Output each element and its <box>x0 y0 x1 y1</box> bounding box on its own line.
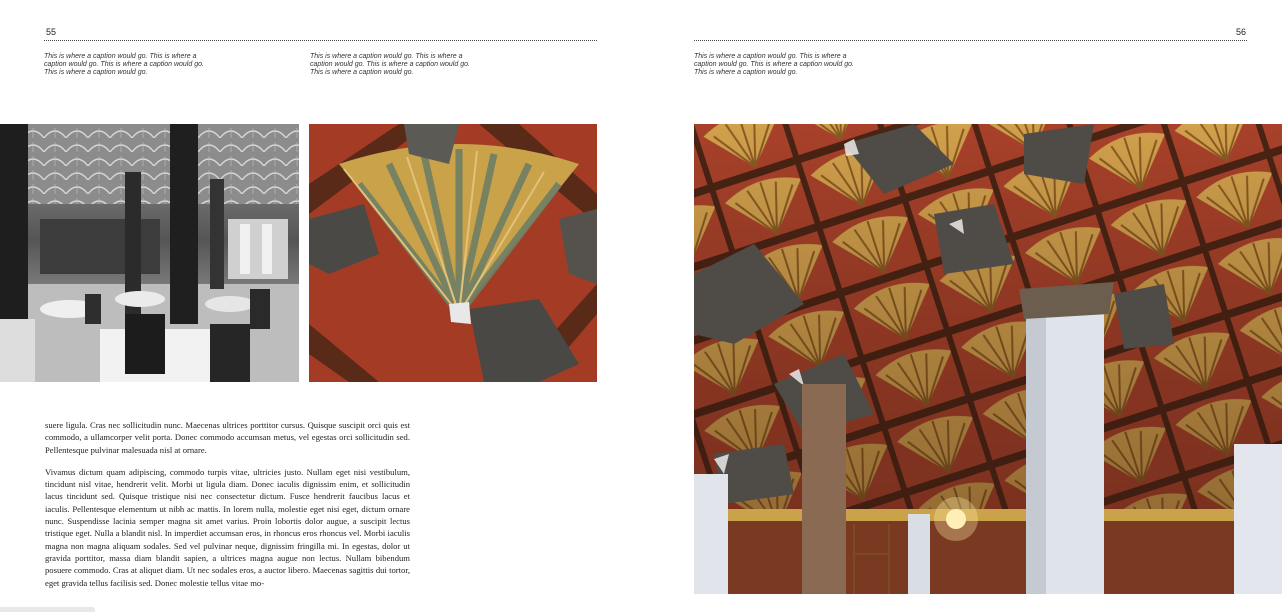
caption-left-1: This is where a caption would go. This is where a caption would go. This is where a caption would go. This is where a caption would go. <box>44 53 204 76</box>
header-rule-right <box>694 40 1247 41</box>
caption-left-2: This is where a caption would go. This is where a caption would go. This is where a caption would go. This is where a caption would go. <box>310 53 470 76</box>
header-rule-left <box>44 40 597 41</box>
page-number-right: 56 <box>1236 27 1247 37</box>
photo-historic-dining-hall <box>0 124 299 382</box>
caption-right: This is where a caption would go. This is where a caption would go. This is where a caption would go. This is where a caption would go. <box>694 53 854 76</box>
photo-ballroom-ceiling <box>694 124 1282 594</box>
body-paragraph: Vivamus dictum quam adipiscing, commodo turpis vitae, ultricies justo. Nullam eget nisi vestibulum, tincidunt nisl vitae, hendrerit velit. Morbi ut ligula diam. Donec iaculis dignissim enim, et sollicitudin lacus tincidunt sed. Quisque tristique nisi nec consectetur dictum. Fusce hendrerit faucibus lacus et iaculis. Pellentesque elementum ut nibh ac mattis. In lorem nulla, molestie eget nisi eget, dictum ornare nunc. Suspendisse lacinia semper magna sit amet varius. Proin lobortis dolor augue, a suscipit lectus tristique eget. Nulla a blandit nisl. In imperdiet accumsan eros, in rhoncus eros rhoncus vel. Morbi iaculis magna non magna aliquam sodales. Sed vel pulvinar neque, dignissim fringilla mi. In egestas, dolor ut gravida porttitor, massa diam blandit sapien, a ultrices magna augue non lectus. Nullam bibendum posuere commodo. Cras at aliquet diam. Ut nec sodales eros, a auctor libero. Maecenas sagittis dui tortor, eget gravida tellus facilisis sed. Donec molestie tellus vitae mo- <box>45 466 410 588</box>
body-paragraph: suere ligula. Cras nec sollicitudin nunc. Maecenas ultrices porttitor cursus. Quisque suscipit orci quis est commodo, a ullamcorper velit porta. Donec commodo accumsan metus, vel egestas orci sollicitudin sed. Pellentesque pulvinar malesuada nisl at ornare. <box>45 420 410 455</box>
photo-ceiling-detail <box>309 124 597 382</box>
page-number-left: 55 <box>46 27 57 37</box>
horizontal-scrollbar[interactable] <box>0 607 95 612</box>
body-text <box>45 419 410 599</box>
